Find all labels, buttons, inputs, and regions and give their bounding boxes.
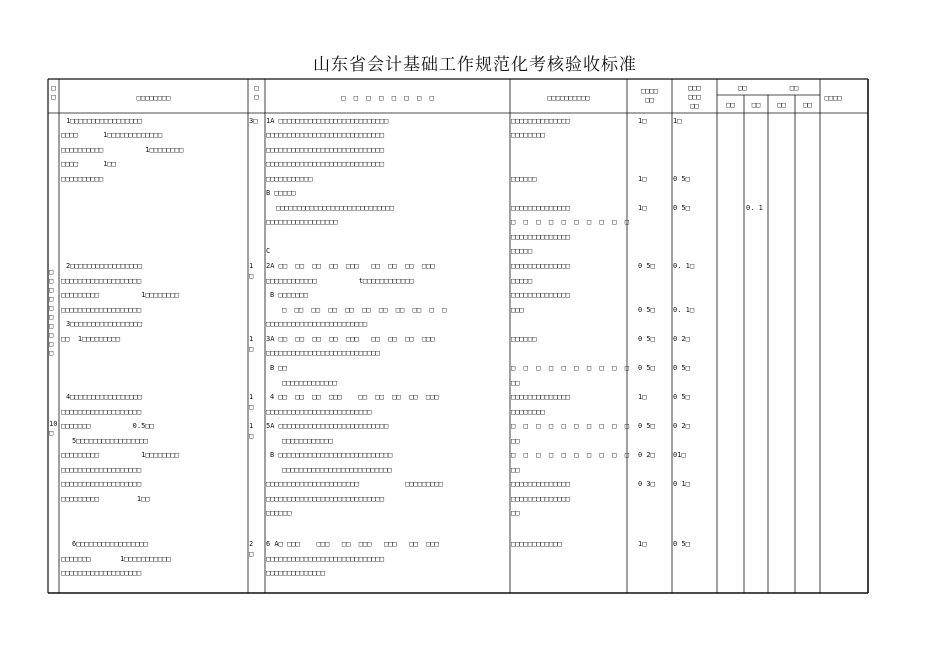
deduction-text: 0 5□ bbox=[638, 422, 655, 430]
header-cell: □□□□□□□□□□ bbox=[547, 94, 590, 102]
criteria-text: 1A □□□□□□□□□□□□□□□□□□□□□□□□□□ bbox=[266, 117, 389, 125]
requirement-text: □□□□□□□□□□□□□□□□□□□ bbox=[61, 408, 142, 416]
requirement-text: □□□□□□□□□□□□□□□□□□□ bbox=[61, 277, 142, 285]
criteria-text: 5A □□□□□□□□□□□□□□□□□□□□□□□□□□ bbox=[266, 422, 389, 430]
criteria-text: 4 □□ □□ □□ □□□ □□ □□ □□ □□ □□□ bbox=[270, 393, 439, 401]
deduction-text: 0 5□ bbox=[638, 335, 655, 343]
header-cell: □□□□ bbox=[824, 94, 842, 102]
criteria-text: 2A □□ □□ □□ □□ □□□ □□ □□ □□ □□□ bbox=[266, 262, 435, 270]
requirement-text: 1□□□□□□□□□□□□□□□□□ bbox=[66, 117, 142, 125]
deduction-text: 0 5□ bbox=[673, 540, 690, 548]
criteria-text: □□□□□□□□□□□□□□□□□□□□□□□□□□□ bbox=[266, 349, 380, 357]
deduction-text: 0 5□ bbox=[673, 364, 690, 372]
method-text: □□ bbox=[511, 466, 520, 474]
method-text: □ □ □ □ □ □ □ □ □ □ bbox=[511, 422, 630, 430]
requirement-text: 5□□□□□□□□□□□□□□□□□ bbox=[72, 437, 148, 445]
requirement-text: □□□□□□□□□□ bbox=[61, 175, 104, 183]
deduction-text: 0 2□ bbox=[673, 422, 690, 430]
deduction-text: 0. 1□ bbox=[673, 306, 695, 314]
method-text: □□□□□□□□□□□□ bbox=[511, 540, 562, 548]
requirement-text: □□□□□□□□□ 1□□□□□□□□ bbox=[61, 291, 180, 299]
criteria-text: □□□□□□□□□□□□□□□□□□□□□□□□□□□□ bbox=[276, 204, 395, 212]
review-score-text: 0. 1 bbox=[746, 204, 763, 212]
requirement-text: □□□□□□□ 1□□□□□□□□□□□ bbox=[61, 555, 171, 563]
method-text: □ □ □ □ □ □ □ □ □ □ bbox=[511, 364, 630, 372]
criteria-text: 3A □□ □□ □□ □□ □□□ □□ □□ □□ □□□ bbox=[266, 335, 435, 343]
method-text: □□□□□□□□□□□□□□ bbox=[511, 233, 571, 241]
score-text: 1 bbox=[249, 335, 254, 343]
criteria-text: □□□□□□□□□□□□□□□□□□□□□□□□□□□□ bbox=[266, 160, 385, 168]
deduction-text: 0 2□ bbox=[673, 335, 690, 343]
header-cell: □□□□□□□□ bbox=[136, 94, 171, 102]
method-text: □□ bbox=[511, 509, 520, 517]
requirement-text: □□□□□□□□□□□□□□□□□□□ bbox=[61, 569, 142, 577]
deduction-text: 0 1□ bbox=[673, 480, 690, 488]
deduction-text: 0 5□ bbox=[638, 262, 655, 270]
score-text: □ bbox=[249, 272, 254, 280]
header-cell: □□□ □□□ □□ bbox=[688, 84, 701, 110]
header-cell: □□ bbox=[777, 101, 786, 109]
criteria-text: □□□□□□□□□□□□ bbox=[282, 437, 333, 445]
score-text: □ bbox=[249, 550, 254, 558]
header-cell: □ □ □ □ □ □ □ □ bbox=[341, 94, 434, 102]
requirement-text: □□□□□□□□□ 1□□□□□□□□ bbox=[61, 451, 180, 459]
criteria-text: B □□□□□□□□□□□□□□□□□□□□□□□□□□□ bbox=[270, 451, 393, 459]
criteria-text: B □□□□□□□ bbox=[270, 291, 308, 299]
deduction-text: 0 3□ bbox=[638, 480, 655, 488]
method-text: □□ bbox=[511, 379, 520, 387]
requirement-text: □□□□ 1□□ bbox=[61, 160, 116, 168]
criteria-text: B □□ bbox=[270, 364, 287, 372]
method-text: □□□□□□ bbox=[511, 335, 537, 343]
header-cell: □□ bbox=[738, 84, 747, 92]
requirement-text: □□□□□□□□□□□□□□□□□□□ bbox=[61, 480, 142, 488]
method-text: □□□ bbox=[511, 306, 524, 314]
deduction-text: 01□ bbox=[673, 451, 686, 459]
score-text: □ bbox=[249, 403, 254, 411]
deduction-text: 0 2□ bbox=[638, 451, 655, 459]
method-text: □□□□□□□□□□□□□□ bbox=[511, 495, 571, 503]
method-text: □□□□□ bbox=[511, 247, 533, 255]
criteria-text: □□□□□□□□□□□□□ bbox=[282, 379, 337, 387]
header-cell: □□ bbox=[803, 101, 812, 109]
deduction-text: 0 5□ bbox=[673, 204, 690, 212]
criteria-text: □□□□□□□□□□□□□□□□□□□□□□□□□□□□ bbox=[266, 131, 385, 139]
category-label-vertical: □ □ □ □ □ □ □ □ □ □ bbox=[49, 268, 54, 357]
header-cell: □□ bbox=[789, 84, 799, 92]
criteria-text: □ □□ □□ □□ □□ □□ □□ □□ □□ □ □ bbox=[282, 306, 447, 314]
criteria-text: □□□□□□□□□□□□□□□□□□□□□□□□ bbox=[266, 320, 368, 328]
method-text: □□□□□□□□□□□□□□ bbox=[511, 393, 571, 401]
deduction-text: 0 5□ bbox=[673, 175, 690, 183]
header-cell: □□□□ □□ bbox=[641, 87, 658, 104]
method-text: □□□□□ bbox=[511, 277, 533, 285]
method-text: □□□□□□□□□□□□□□ bbox=[511, 480, 571, 488]
score-text: 3□ bbox=[249, 117, 258, 125]
requirement-text: □□□□□□□□□□□□□□□□□□□ bbox=[61, 466, 142, 474]
deduction-text: 1□ bbox=[638, 393, 647, 401]
score-text: 1 bbox=[249, 393, 254, 401]
requirement-text: 2□□□□□□□□□□□□□□□□□ bbox=[66, 262, 142, 270]
requirement-text: 6□□□□□□□□□□□□□□□□□ bbox=[72, 540, 148, 548]
method-text: □□□□□□□□□□□□□□ bbox=[511, 204, 571, 212]
deduction-text: 1□ bbox=[638, 175, 647, 183]
criteria-text: □□□□□□□□□□□□□□□□□□□□□□□□□ bbox=[266, 408, 372, 416]
deduction-text: 1□ bbox=[673, 117, 682, 125]
score-text: 1 bbox=[249, 422, 254, 430]
criteria-text: B □□□□□ bbox=[266, 189, 296, 197]
method-text: □□ bbox=[511, 437, 520, 445]
method-text: □□□□□□□□ bbox=[511, 131, 545, 139]
requirement-text: □□□□□□□□□□ 1□□□□□□□□ bbox=[61, 146, 184, 154]
requirement-text: □□□□□□□□□ 1□□ bbox=[61, 495, 150, 503]
deduction-text: 0 5□ bbox=[673, 393, 690, 401]
deduction-text: 1□ bbox=[638, 204, 647, 212]
method-text: □□□□□□□□□□□□□□ bbox=[511, 262, 571, 270]
method-text: □□□□□□□□□□□□□□ bbox=[511, 291, 571, 299]
header-cell: □ □ bbox=[254, 84, 259, 101]
requirement-text: □□□□ 1□□□□□□□□□□□□□ bbox=[61, 131, 163, 139]
score-text: □ bbox=[249, 345, 254, 353]
requirement-text: 4□□□□□□□□□□□□□□□□□ bbox=[66, 393, 142, 401]
criteria-text: □□□□□□□□□□□ bbox=[266, 175, 313, 183]
header-cell: □ □ bbox=[51, 84, 56, 101]
deduction-text: 0 5□ bbox=[638, 306, 655, 314]
deduction-text: 1□ bbox=[638, 117, 647, 125]
category-score: 10 □ bbox=[49, 420, 58, 437]
criteria-text: □□□□□□□□□□□□□□ bbox=[266, 569, 326, 577]
criteria-text: □□□□□□□□□□□□□□□□□□□□□□ □□□□□□□□□ bbox=[266, 480, 444, 488]
criteria-text: □□□□□□□□□□□□□□□□□□□□□□□□□□ bbox=[282, 466, 392, 474]
method-text: □ □ □ □ □ □ □ □ □ □ bbox=[511, 451, 630, 459]
criteria-text: □□□□□□□□□□□□□□□□□□□□□□□□□□□□ bbox=[266, 555, 385, 563]
score-text: 2 bbox=[249, 540, 254, 548]
method-text: □ □ □ □ □ □ □ □ □ □ bbox=[511, 218, 630, 226]
header-cell: □□ bbox=[751, 101, 761, 109]
criteria-text: □□□□□□□□□□□□□□□□□□□□□□□□□□□□ bbox=[266, 146, 385, 154]
method-text: □□□□□□□□ bbox=[511, 408, 545, 416]
requirement-text: □□□□□□□□□□□□□□□□□□□ bbox=[61, 306, 142, 314]
criteria-text: C bbox=[266, 247, 271, 255]
requirement-text: □□□□□□□ 0.5□□ bbox=[61, 422, 154, 430]
requirement-text: 3□□□□□□□□□□□□□□□□□ bbox=[66, 320, 142, 328]
deduction-text: 1□ bbox=[638, 540, 647, 548]
criteria-text: □□□□□□□□□□□□□□□□□□□□□□□□□□□□ bbox=[266, 495, 385, 503]
criteria-text: □□□□□□□□□□□□ t□□□□□□□□□□□□ bbox=[266, 277, 414, 285]
score-text: 1 bbox=[249, 262, 254, 270]
requirement-text: □□ 1□□□□□□□□□ bbox=[61, 335, 121, 343]
header-cell: □□ bbox=[726, 101, 735, 109]
page-title: 山东省会计基础工作规范化考核验收标准 bbox=[313, 55, 637, 75]
score-text: □ bbox=[249, 432, 254, 440]
deduction-text: 0 5□ bbox=[638, 364, 655, 372]
method-text: □□□□□□□□□□□□□□ bbox=[511, 117, 571, 125]
method-text: □□□□□□ bbox=[511, 175, 537, 183]
criteria-text: □□□□□□ bbox=[266, 509, 292, 517]
criteria-text: 6 A□ □□□ □□□ □□ □□□ □□□ □□ □□□ bbox=[266, 540, 439, 548]
deduction-text: 0. 1□ bbox=[673, 262, 695, 270]
criteria-text: □□□□□□□□□□□□□□□□□ bbox=[266, 218, 338, 226]
